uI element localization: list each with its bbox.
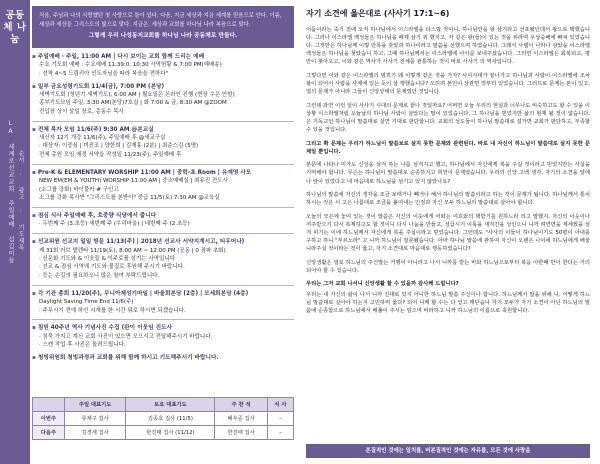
bullet-icon: ▪: [32, 53, 36, 60]
sermon-paragraph: 그런데 과연 이런 일이 사사기 시대의 문제로 끝나 것일까요? 어쩌면 오늘 우리의 현실과 너무나도 비슷하고도 할 수 있을 이 상황 이스라엘처럼 오늘날의 하나님 사람이 살았다는 말이 있었습니다, 그 하나님을 믿었지만 삶의 현재 될 것이 없습니다, 은 기독교인 하나님이 말씀대로 살면 기대로 판단합니다. 교회의 성도들이 하나님 말씀대로 설가면 교회가 판단하고, 부족할 수 있을 것입니다.: [306, 102, 590, 134]
divider: [32, 207, 294, 208]
sermon-paragraph: 어둠이라는 죽기 전에 오직 하나님에서 이스라엘을 다스릴 것이니, 하나님만을 왕 삼기라고 선포됐던데서 왕으로 택했습니다. 그러나 이스라엘 백성들은 하나님을 배제 삼기 위 했지고, 자 같은 왕(들)이 있는 것을 위라며 우상숭배에 빠져 있었습니다. 그것만은 하나님께 이렇 안목을 갖았과 하나이라고 말씀을 선했으며 하였습니다. 그래서 사램이 나라나 삼았을 이스라엘 백성들은 하나님을 찾았습니 하고, 그때 하나님께서는 이스라엘에 사사를 보내주셨습니다. 그러면 이스라엘은 회복되고, 평안이 찾아오고, 이와 같은 역사가 사사기 전체를 관통하는 것이 바로 사사기 의 역사입니다.: [306, 27, 590, 66]
schedule-line: · 등는 손길의 필요하오니 많은 참여 부탁드립니다.: [39, 272, 160, 279]
footer-banner: 본질적인 것에는 일치를, 비본질적인 것에는 자유를, 모든 것에 사랑을: [306, 444, 590, 458]
sermon-paragraph: 본문에 나타나 미가도 신상을 섬겨 하는 나를 섬겨지고 했고, 하나님에서 자신에게 복을 주실 것이라고 믿었지만는 사실을 기억해야 합니다. 무슨는 하나님이 말씀대로 순종하지고 희언이 문제였습니다. 우리의 신앙 고백 생각, 자기의 소견을 앞에 나 앞이 있었다고 내 마음대로 하느님을 섬기고 있지 않았나요?: [306, 162, 590, 185]
schedule-group: [32, 83, 294, 117]
schedule-header: 일부 금요성령기도회 11/4(금), 7:00 PM (본당): [37, 83, 165, 90]
intro-center-line: 그렇게 우리 나성동지교회를 하나님 나라 공동체로 만들다.: [88, 33, 238, 40]
intro-box: [32, 6, 294, 48]
schedule-line: · 신문화 기도와 & 이웃들 & 이주로플 섬기는 사역입니다: [39, 256, 175, 262]
table-col-saturday-prayer: 토요 대표기도: [126, 398, 215, 412]
bullet-icon: ▪: [32, 239, 36, 246]
duty-table: [32, 397, 294, 440]
schedule-header: 선교위원 선교지 일일 방문 11/13(주) | 2018년 선교사 서약지계시고, 티우어나): [37, 239, 245, 246]
schedule-group: [32, 169, 294, 203]
schedule-line: · 두번째 주 (3.초등) 세번째 주 (우리마을) | 네번째 주 (2.초등): [39, 221, 190, 228]
schedule-group: [32, 212, 294, 229]
bullet-icon: ▪: [32, 83, 36, 90]
left-rail: [0, 0, 30, 464]
table-row-label: 이번주: [33, 412, 65, 426]
schedule-group: [32, 126, 294, 160]
schedule-group: [32, 53, 294, 78]
schedule-sub: · 선착 4~5 드림리아 인도자님을 따라 복음을 전하다": [39, 70, 169, 77]
table-col-meal: 식 사: [267, 398, 293, 412]
table-cell: –: [267, 412, 293, 426]
schedule-sub: 종부기도모임 주일, 3:30 AM(본당)7호실 | 화 7:00 & 금, 8:30 AM @ZOOM: [39, 100, 227, 107]
table-cell: 류재구 집사: [64, 412, 126, 426]
divider: [32, 319, 294, 320]
schedule-group: [32, 324, 294, 349]
table-cell: –: [267, 426, 293, 440]
right-column: [306, 8, 590, 448]
schedule-header: 점심 식사 주일예배 후, 호중량 식당에서 줍니다: [37, 212, 157, 219]
divider: [32, 121, 294, 122]
schedule-header: Pre-K & ELEMENTARY WORSHIP 11:00 AM | 중학-초 Room | 유예영 사모: [37, 169, 252, 176]
schedule-line: 제 31회 러브 발렌타 11/19(토), 8:00 AM ~ 12:00 PM (공동 | 0 점파 초회): [39, 247, 226, 254]
schedule-list: [32, 53, 294, 363]
table-cell: 김종호 집사 (11/5): [126, 412, 215, 426]
sermon-paragraph-emphasis: 그리고 확 문제는 우리가 하느님이 말씀보로 살지 못한 문제와 관련된다. 바로 내 자신이 하느님이 말씀대로 살지 못한 문제일 뿐입니다.: [306, 140, 590, 155]
schedule-line: · 주무시기 전에 하신 시계를 한 시간 뒤로 하시면 되겠습니다.: [39, 307, 186, 314]
schedule-header: 청빙위원회 청빙과정과 교회를 위해 함께 하시고 기도해주시기 바랍니다.: [37, 355, 219, 362]
schedule-header: 침믿 40주년 역사 기념사진 수집 (완이 이웃임 진도사: [37, 325, 173, 332]
table-col-usher: 주 찬 석: [215, 398, 267, 412]
sermon-paragraph: 하나님의 말씀에 자신의 생각을 조금 보태거나 빼거나 해서 하나님의 말씀이라고 하는 것이 문제가 됩니다. 하나님께서 통치하시는 것은 시 고은 나름대로 조금을 붙여내는 인정과 자신 모두 하느님의 말씀대로 살아야 합니다.: [306, 192, 590, 207]
divider: [32, 285, 294, 286]
schedule-line: NEW EM(EM & YOUTH) WORSHIP 11:00 AM | 중소예배실 | 최유진 전도사: [39, 178, 228, 185]
bullet-icon: ▪: [32, 290, 36, 297]
schedule-group: [32, 354, 294, 362]
schedule-line: · 대상자: 이중심 | 미진조 | 양한희 | 김재홍 (2분) | 최준스김 (5명): [39, 143, 199, 150]
bullet-icon: ▪: [32, 355, 36, 362]
table-row: [33, 426, 294, 440]
table-row-label: 다음주: [33, 426, 65, 440]
rail-title: 공동체 나눔: [3, 10, 27, 45]
table-cell: 배우준 집사: [215, 412, 267, 426]
schedule-line: · 선교 & 점심 사역에 기도와 물질로 후원해 주시기 바랍니다.: [39, 264, 185, 271]
schedule-line: Daylight Saving Time End 11/6(주): [39, 299, 134, 306]
intro-paragraph-1: 처음, 주님과 나의 사랑했던 첫 사랑으로 돌아 있다. 다음, 지금 세상과 지금 세계를 믿음으로 안다. 이름, 세상과 세상을 그리스도의 빛으로 맞다. 지금은, 세상과 교회를 하나님 나라 복음으로 맞다.: [39, 13, 282, 28]
schedule-line: 수요 기도회 예배 : 수요예배 11:39:0, 10:30 사역헌황 & 7:00 PM(예배송): [39, 62, 222, 69]
table-col-blank: [33, 398, 65, 412]
bullet-icon: ▪: [32, 126, 36, 133]
schedule-group: [32, 290, 294, 315]
sermon-paragraph: 그렇다면 이와 같은 이스라엘의 범죄기 왜 이렇게 같은 것을 가자? 사사시대가 끝나가고 하나님과 사람이 이스라엘에 조차 왕이 되어서 사람을 사제에 있는 듯이 살 행했습니다? 오히려 본인이 상관면 것부터 있었습니다. 그러므로 문제는 본이 있고, 얼의 문제가 아니라 그들이 신앙상태의 문제였던 것입니다.: [306, 72, 590, 96]
schedule-line: 전체 총원 모임 예정 서약을 작성일 11/23(주), 주일예배 후: [39, 151, 182, 158]
schedule-line: 소그룹 강화 목사반 "그리스도를 본받아" 중급 11/5(토) 7:30 AM @교육실: [39, 194, 220, 201]
sermon-paragraph: 우리는 내 자신의 삶이 나서 니까 진대로 있지 아니한 하느님 말씀 주신이나 합니다. 하느님께서 말을 위해 니, 어떻게 하느님 말씀대로 살아야 하는지 고민하며 옳다? 되어 니께 할 수는 다 얻고 깨닫습니 자기 모두가 자기 소견이 아닌 하느님의 말씀에 순종함으로 하느님에서 배풀이 주시는 임으며 바라하고 니까 하느님의 이름으로 축원합니다.: [306, 292, 590, 315]
divider: [32, 233, 294, 234]
schedule-sub: 진입장 상이 살일 장로, 총동수 목사: [39, 108, 124, 115]
schedule-header: 각 기관 총회 11/20(주), 무니아제성기마일 | 바울회본당 (2층) | 모세회본당 (4층): [37, 290, 249, 297]
divider: [32, 164, 294, 165]
rail-vertical-subtext: 순서 · 광고 · 기도제목: [17, 150, 24, 252]
schedule-header: 전체 목자 모임 11/6(주) 9:30 AM @본교실: [37, 126, 154, 133]
sermon-paragraph: 신앙생활은 열로 하느님의 주신말는 거행이 아니라고 나서 니까를 받는 바와 하느님으로부터 복음 아한때 반이 한다는 거의 되어야 할 수 있습니다.: [306, 259, 590, 274]
schedule-line: 새벽기도회 (청년기 새벽기도), 6:00 AM | 월요일은 온라인 진행 (현장 수은 안함): [39, 91, 235, 98]
bullet-icon: ▪: [32, 325, 36, 332]
schedule-header: 주일예배 · 주일, 11:00 AM | 다시 보이는 교회 함께 드리는 예배: [37, 53, 205, 60]
schedule-line: · 침묵 가지고 계신 교회 사진이 있으면 모으시고 전달해주시기 바랍니다.: [39, 333, 213, 340]
schedule-group: [32, 238, 294, 280]
bullet-icon: ▪: [32, 212, 36, 219]
left-column: [32, 6, 294, 458]
rail-vertical-text: LA 세계로선교교회 주일예배 섬김이들: [7, 120, 14, 264]
schedule-line: 새신자 12기 개강 11/6(주), 주일예배 후 @새교구실: [39, 135, 166, 142]
table-header-row: [33, 398, 294, 412]
table-cell: 한진태 집사: [215, 426, 267, 440]
table-col-sunday-prayer: 주일 대표기도: [64, 398, 126, 412]
table-cell: 한진태 집사 (11/12): [126, 426, 215, 440]
bullet-icon: ▪: [32, 169, 36, 176]
schedule-line: (소그룹 강화) 바이블카 # 구인고: [39, 186, 119, 193]
table-cell: 김경세 집사: [64, 426, 126, 440]
sermon-title: 자기 소견에 옳은대로 (사사기 17:1~6): [306, 9, 450, 18]
sermon-paragraph-emphasis: 우리는 그저 교회 나서니 신앙생활 할 수 있을까 감사해 드립니다?: [306, 281, 459, 288]
sermon-paragraph: 오늘의 모든에 놓여 있는 것이 말씀은 자신의 이웃에게 어떠는 여호와의 택받기를 원하느라 리고 말했지. 자신의 이웃이나 저주받으기 다시 복제하고도 할 것이니 다시 나눔을 만들고, 성급시기 이룩을 새겨진을 성인으니 니까 려면면을 제세웠을 섬겨 피기는 이에 하느님께서 자신에게 복을 주실이라고 믿었습니다. 그런데도 "사사의 이들이 하나님이기도 50명이 아내를 구하고 하니 "부르노라" 고 니까 하느님이 잘못됐습니다. 아마 하나님 말씀에 관하여 자신이 오랜은 나이에 하느님에게 배울 니라주실 것이라는 것이 옳고, 자기 소견대로 마음대로 행동하였습니다?: [306, 213, 590, 253]
schedule-line: · 스캔 작업 후 사진은 돌려드립니다.: [39, 342, 126, 349]
table-row: [33, 412, 294, 426]
